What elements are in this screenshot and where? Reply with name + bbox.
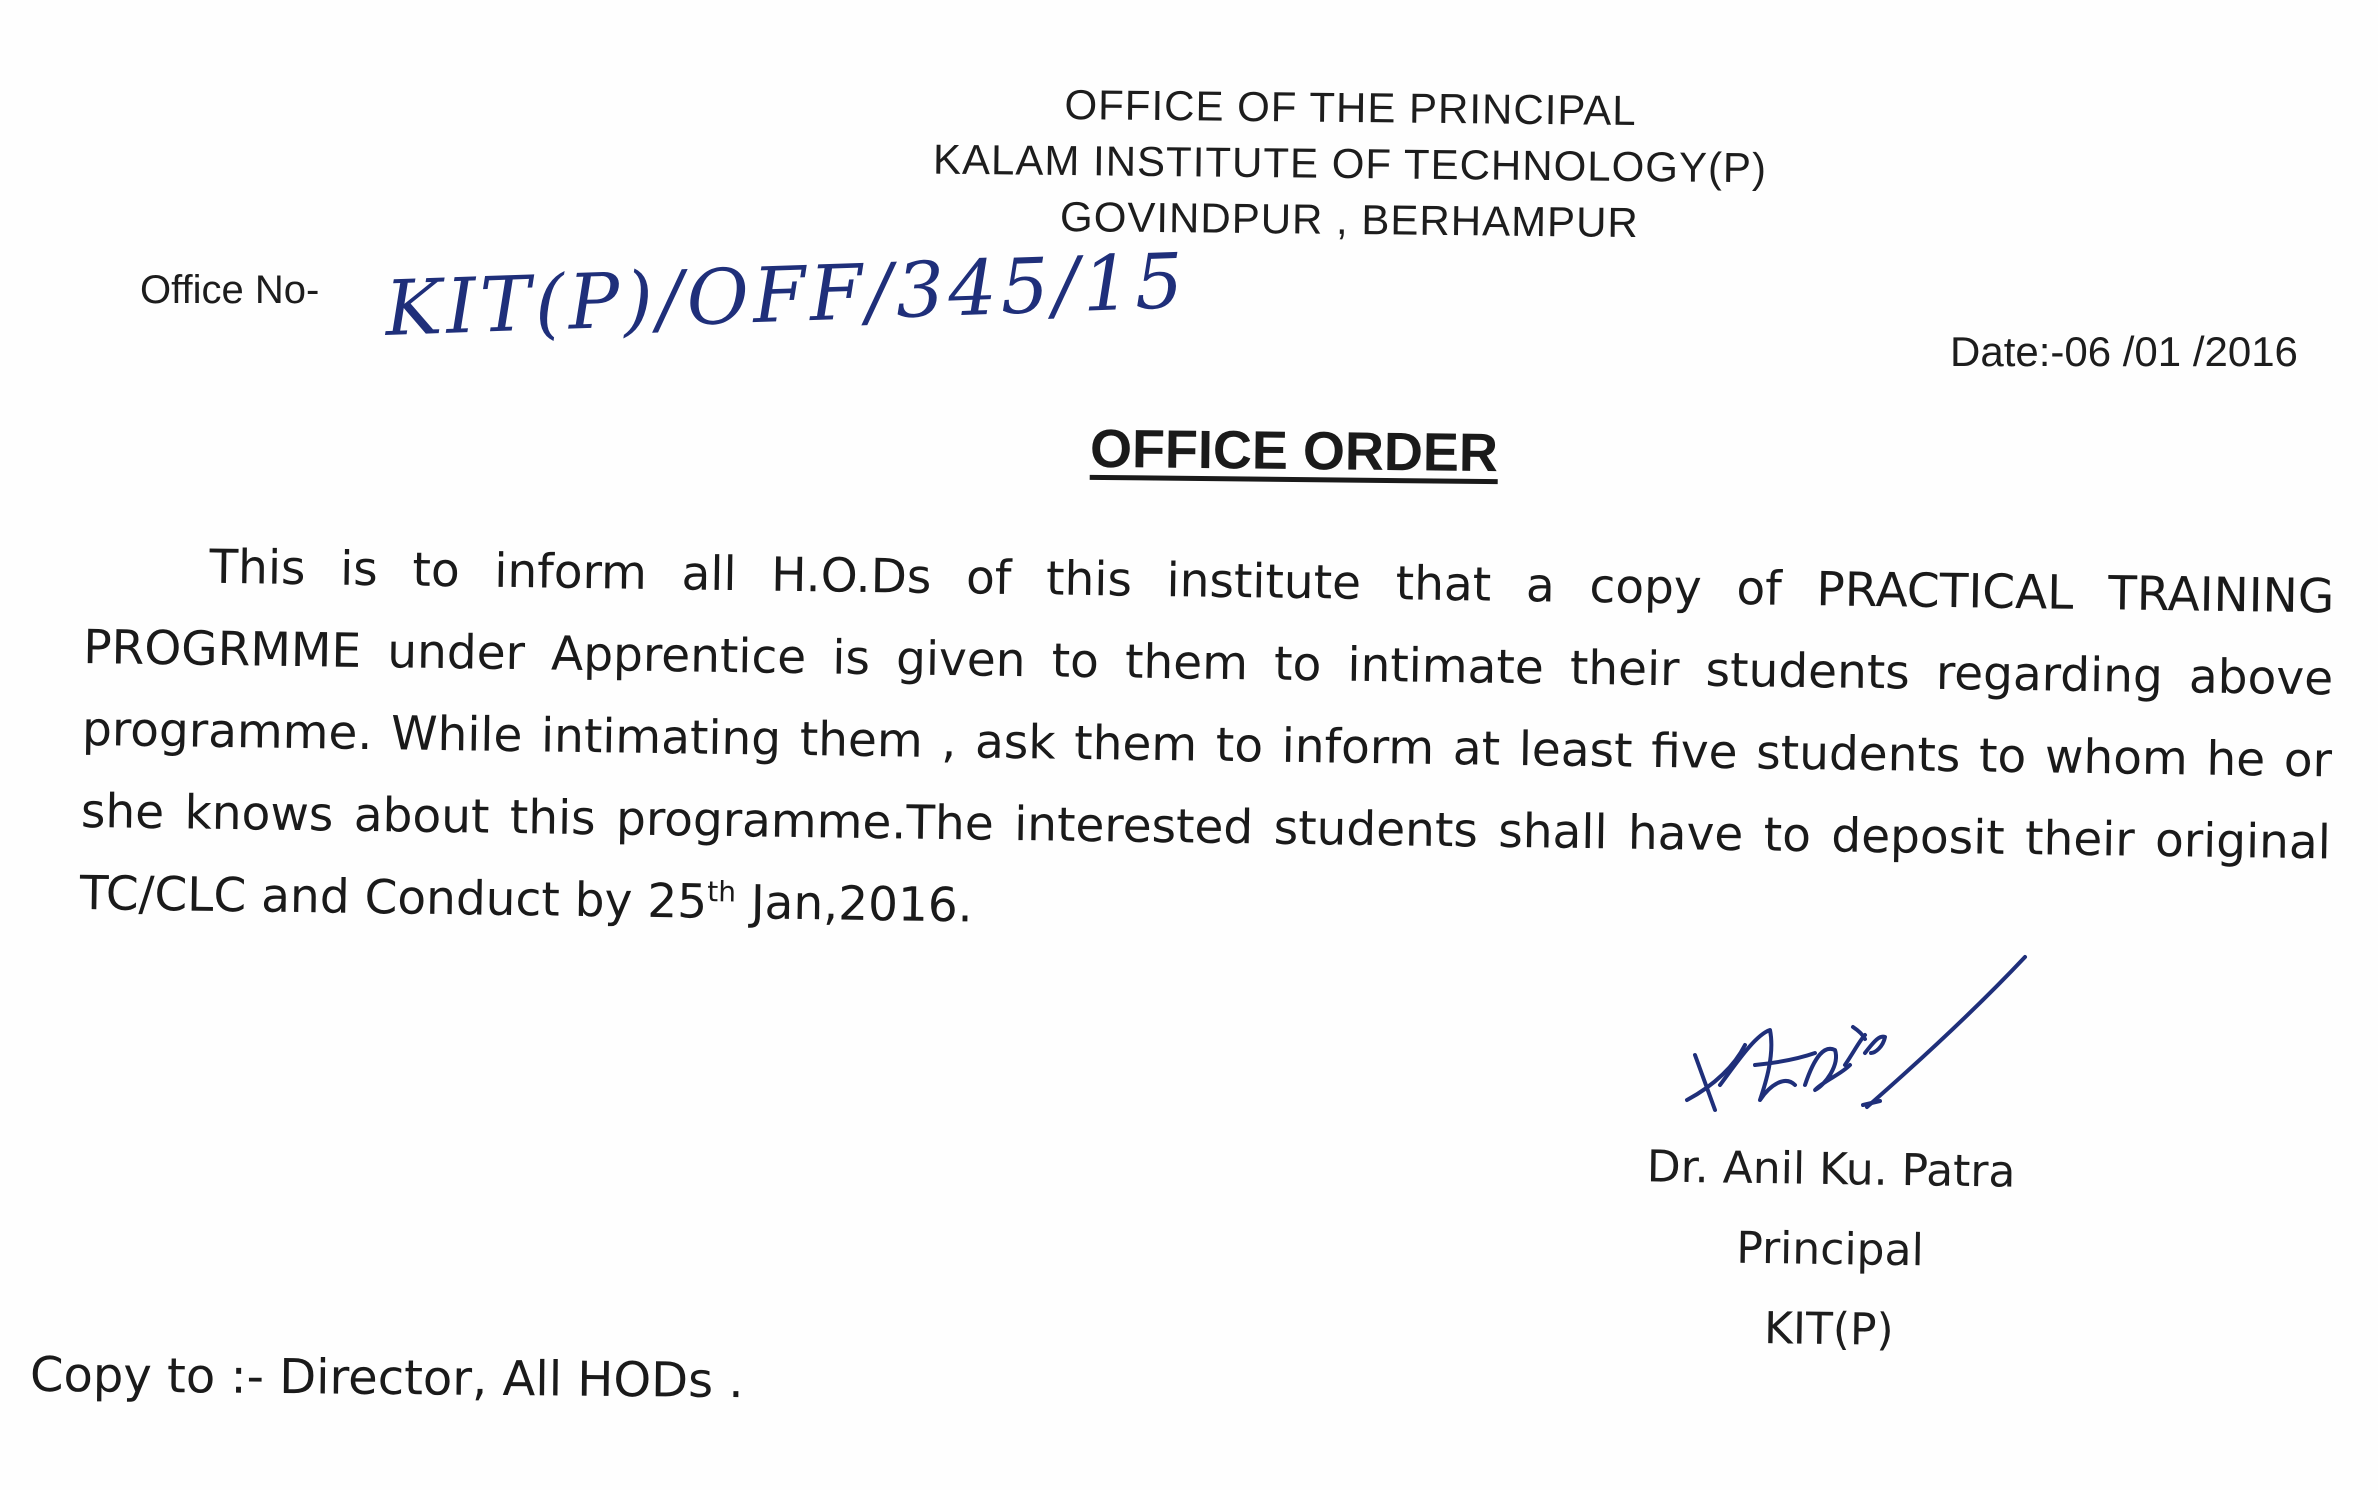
order-body-deadline: Jan,2016.: [735, 875, 974, 934]
order-body-text: This is to inform all H.O.Ds of this institute that a copy of PRACTICAL TRAINING PROGRMME under Apprentice is given to them to intimate their students regarding above programme. While intimating them , ask them to inform at least five students to whom he or she knows about this programme.The interested students shall have to deposit their original TC/CLC and Conduct by 25: [79, 539, 2335, 930]
signatory-block: [1598, 1127, 2061, 1373]
paragraph-indent: [84, 581, 209, 583]
signatory-name: Dr. Anil Ku. Patra: [1646, 1141, 2016, 1198]
date-ordinal-suffix: th: [707, 875, 737, 909]
document-date: Date:-06 /01 /2016: [1950, 328, 2298, 375]
order-body: [79, 525, 2335, 966]
signatory-designation: Principal: [1735, 1222, 1925, 1277]
copy-to-line: Copy to :- Director, All HODs .: [29, 1346, 744, 1410]
letterhead-office: OFFICE OF THE PRINCIPAL: [1064, 81, 1637, 134]
principal-signature: [1675, 935, 2035, 1145]
letterhead-institute: KALAM INSTITUTE OF TECHNOLOGY(P): [932, 135, 1768, 192]
office-number-handwritten: KIT(P)/OFF/345/15: [383, 236, 1189, 353]
signature-drawing: [1675, 935, 2035, 1145]
signatory-institute: KIT(P): [1763, 1303, 1895, 1356]
document-title: OFFICE ORDER: [1089, 418, 1499, 484]
letterhead: [899, 75, 1801, 252]
office-number-label: Office No-: [140, 268, 320, 312]
letterhead-address: GOVINDPUR , BERHAMPUR: [1059, 192, 1640, 247]
